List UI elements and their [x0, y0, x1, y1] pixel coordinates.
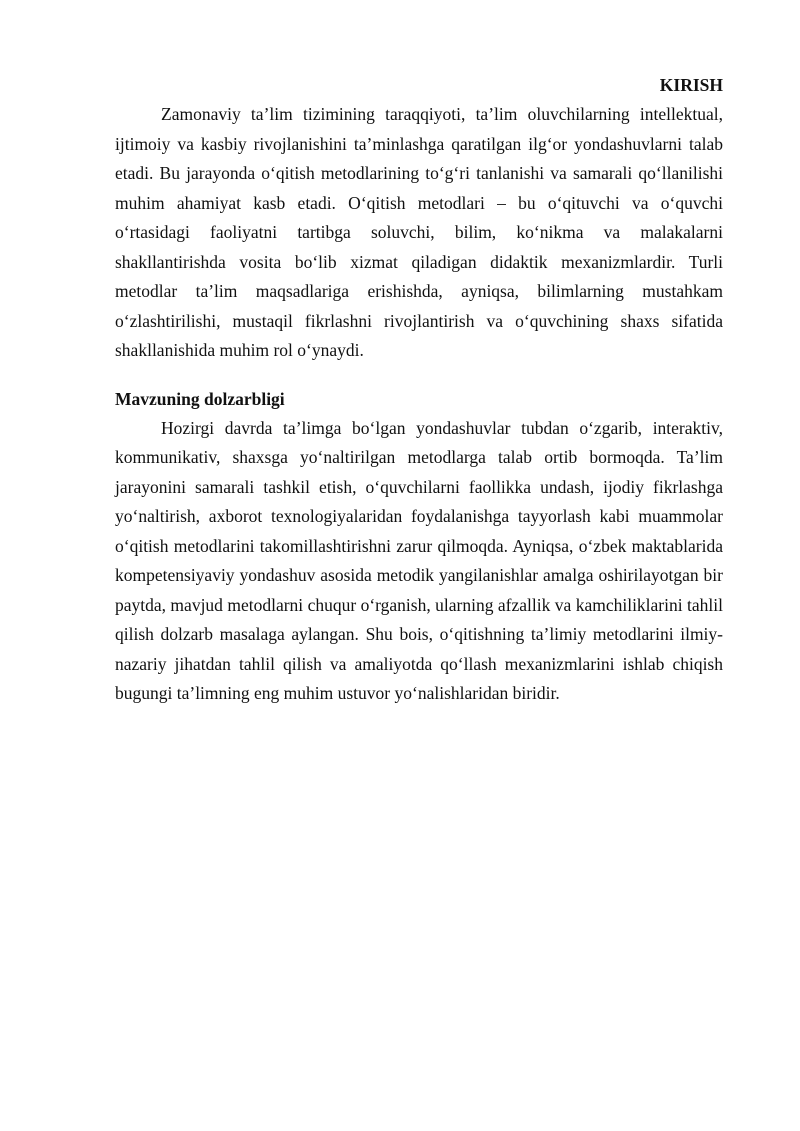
relevance-heading: Mavzuning dolzarbligi [115, 388, 285, 409]
document-body [115, 70, 723, 709]
intro-heading: KIRISH [659, 75, 723, 95]
intro-paragraph: Zamonaviy ta’lim tizimining taraqqiyoti, ta’lim oluvchilarning intellektual, ijtimoiy va kasbiy rivojlanishini ta’minlashga qaratilgan ilg‘or yondashuvlarni talab etadi. Bu jarayonda o‘qitish metodlarining to‘g‘ri tanlanishi va samarali qo‘llanilishi muhim ahamiyat kasb etadi. O‘qitish metodlari – bu o‘qituvchi va o‘quvchi o‘rtasidagi faoliyatni tartibga soluvchi, bilim, ko‘nikma va malakalarni shakllantirishda vosita bo‘lib xizmat qiladigan didaktik mexanizmlardir. Turli metodlar ta’lim maqsadlariga erishishda, ayniqsa, bilimlarning mustahkam o‘zlashtirilishi, mustaqil fikrlashni rivojlantirish va o‘quvchining shaxs sifatida shakllanishida muhim rol o‘ynaydi. [115, 104, 723, 360]
relevance-paragraph: Hozirgi davrda ta’limga bo‘lgan yondashuvlar tubdan o‘zgarib, interaktiv, kommunikativ, shaxsga yo‘naltirilgan metodlarga talab ortib bormoqda. Ta’lim jarayonini samarali tashkil etish, o‘quvchilarni faollikka undash, ijodiy fikrlashga yo‘naltirish, axborot texnologiyalaridan foydalanishga tayyorlash kabi muammolar o‘qitish metodlarini takomillashtirishni zarur qilmoqda. Ayniqsa, o‘zbek maktablarida kompetensiyaviy yondashuv asosida metodik yangilanishlar amalga oshirilayotgan bir paytda, mavjud metodlarni chuqur o‘rganish, ularning afzallik va kamchiliklarini tahlil qilish dolzarb masalaga aylangan. Shu bois, o‘qitishning ta’limiy metodlarini ilmiy-nazariy jihatdan tahlil qilish va amaliyotda qo‘llash mexanizmlarini ishlab chiqish bugungi ta’limning eng muhim ustuvor yo‘nalishlaridan biridir. [115, 417, 723, 703]
